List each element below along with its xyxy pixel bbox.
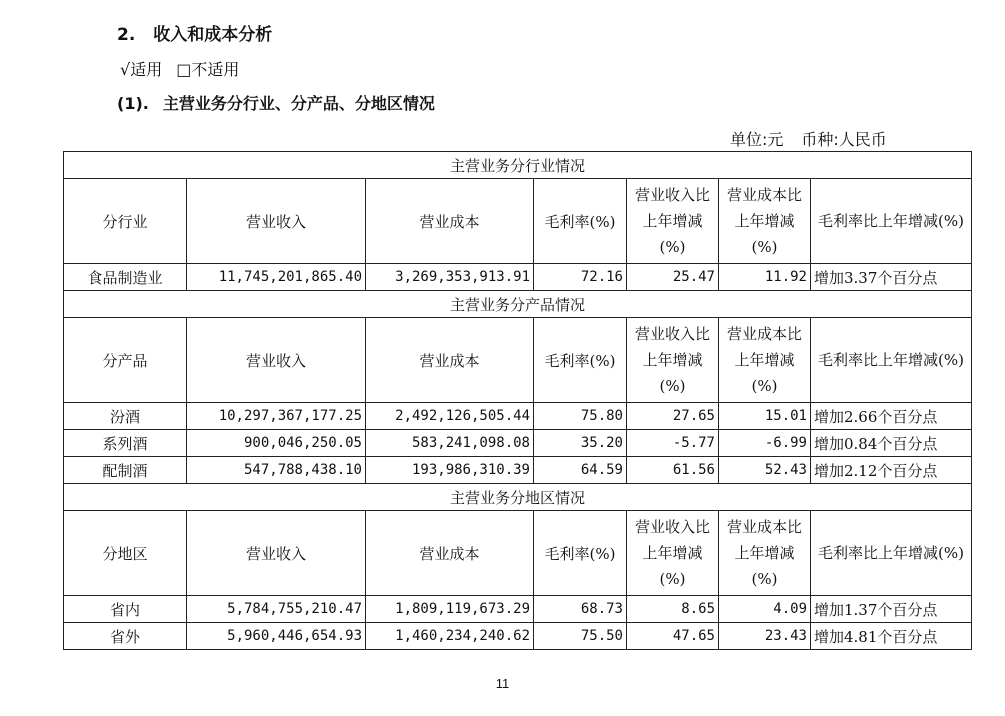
margin-change-cell: 增加2.12个百分点 (811, 457, 972, 484)
cost-change-cell: 23.43 (719, 623, 811, 650)
cost-header: 营业成本 (366, 179, 534, 264)
table-row (64, 430, 972, 457)
revenue-change-header: 营业收入比上年增减(%) (627, 318, 719, 403)
margin-cell: 75.80 (534, 403, 627, 430)
row-label: 省外 (64, 623, 187, 650)
not-applicable-option: □不适用 (176, 60, 240, 79)
cost-cell: 3,269,353,913.91 (366, 264, 534, 291)
cost-header: 营业成本 (366, 318, 534, 403)
cost-change-cell: 15.01 (719, 403, 811, 430)
row-label: 食品制造业 (64, 264, 187, 291)
applicability-line (120, 57, 253, 80)
margin-change-cell: 增加4.81个百分点 (811, 623, 972, 650)
revenue-cell: 5,784,755,210.47 (187, 596, 366, 623)
margin-change-cell: 增加1.37个百分点 (811, 596, 972, 623)
section-title-row (64, 291, 972, 318)
revenue-cell: 5,960,446,654.93 (187, 623, 366, 650)
cost-change-cell: 52.43 (719, 457, 811, 484)
row-label: 配制酒 (64, 457, 187, 484)
revenue-change-cell: 47.65 (627, 623, 719, 650)
header-row (64, 179, 972, 264)
currency-label: 币种:人民币 (801, 130, 887, 149)
revenue-change-header: 营业收入比上年增减(%) (627, 511, 719, 596)
page-number: 11 (495, 676, 510, 691)
section-title: 主营业务分地区情况 (64, 484, 972, 511)
cost-change-header: 营业成本比上年增减(%) (719, 179, 811, 264)
cost-cell: 1,460,234,240.62 (366, 623, 534, 650)
cost-cell: 193,986,310.39 (366, 457, 534, 484)
revenue-cell: 547,788,438.10 (187, 457, 366, 484)
margin-cell: 68.73 (534, 596, 627, 623)
margin-change-cell: 增加3.37个百分点 (811, 264, 972, 291)
revenue-change-cell: 61.56 (627, 457, 719, 484)
margin-cell: 64.59 (534, 457, 627, 484)
row-label: 省内 (64, 596, 187, 623)
subsection-heading (117, 91, 435, 114)
revenue-cell: 900,046,250.05 (187, 430, 366, 457)
margin-cell: 75.50 (534, 623, 627, 650)
header-row (64, 511, 972, 596)
section-title: 主营业务分行业情况 (64, 152, 972, 179)
revenue-change-cell: 25.47 (627, 264, 719, 291)
dimension-header: 分行业 (64, 179, 187, 264)
section-title-row (64, 484, 972, 511)
table-row (64, 264, 972, 291)
table-row (64, 596, 972, 623)
dimension-header: 分产品 (64, 318, 187, 403)
revenue-change-cell: 27.65 (627, 403, 719, 430)
table-row (64, 457, 972, 484)
margin-change-header: 毛利率比上年增减(%) (811, 511, 972, 596)
margin-header: 毛利率(%) (534, 179, 627, 264)
cost-cell: 583,241,098.08 (366, 430, 534, 457)
section-title: 主营业务分产品情况 (64, 291, 972, 318)
margin-change-cell: 增加2.66个百分点 (811, 403, 972, 430)
cost-change-cell: 11.92 (719, 264, 811, 291)
subsection-title: 主营业务分行业、分产品、分地区情况 (162, 94, 435, 113)
margin-cell: 35.20 (534, 430, 627, 457)
row-label: 系列酒 (64, 430, 187, 457)
row-label: 汾酒 (64, 403, 187, 430)
cost-change-header: 营业成本比上年增减(%) (719, 511, 811, 596)
revenue-cost-table (63, 151, 972, 650)
cost-header: 营业成本 (366, 511, 534, 596)
revenue-cell: 11,745,201,865.40 (187, 264, 366, 291)
section-title: 收入和成本分析 (153, 25, 273, 45)
margin-header: 毛利率(%) (534, 318, 627, 403)
revenue-header: 营业收入 (187, 179, 366, 264)
margin-header: 毛利率(%) (534, 511, 627, 596)
revenue-header: 营业收入 (187, 511, 366, 596)
applicable-option: √适用 (120, 60, 163, 79)
subsection-number: (1). (117, 94, 149, 113)
cost-change-cell: -6.99 (719, 430, 811, 457)
unit-line (730, 127, 905, 150)
margin-change-header: 毛利率比上年增减(%) (811, 179, 972, 264)
revenue-change-cell: -5.77 (627, 430, 719, 457)
section-number: 2. (117, 25, 136, 45)
revenue-change-cell: 8.65 (627, 596, 719, 623)
margin-change-cell: 增加0.84个百分点 (811, 430, 972, 457)
table-row (64, 623, 972, 650)
cost-cell: 1,809,119,673.29 (366, 596, 534, 623)
margin-change-header: 毛利率比上年增减(%) (811, 318, 972, 403)
unit-label: 单位:元 (730, 130, 784, 149)
header-row (64, 318, 972, 403)
dimension-header: 分地区 (64, 511, 187, 596)
cost-change-cell: 4.09 (719, 596, 811, 623)
cost-cell: 2,492,126,505.44 (366, 403, 534, 430)
table-row (64, 403, 972, 430)
revenue-header: 营业收入 (187, 318, 366, 403)
section-heading (117, 20, 272, 45)
margin-cell: 72.16 (534, 264, 627, 291)
revenue-cell: 10,297,367,177.25 (187, 403, 366, 430)
section-title-row (64, 152, 972, 179)
revenue-change-header: 营业收入比上年增减(%) (627, 179, 719, 264)
cost-change-header: 营业成本比上年增减(%) (719, 318, 811, 403)
